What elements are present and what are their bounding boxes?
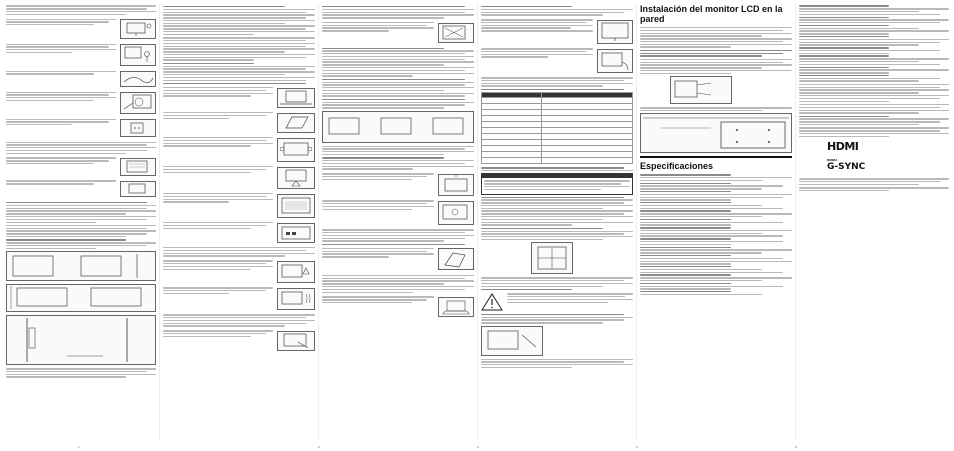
paragraph	[322, 146, 474, 156]
illustrated-warning	[481, 18, 633, 47]
section-heading	[481, 228, 633, 229]
paragraph	[799, 84, 949, 102]
illustration-lift	[438, 174, 474, 196]
paragraph	[322, 82, 474, 97]
illustrated-warning	[163, 192, 315, 221]
paragraph	[6, 368, 156, 378]
warning-symbol-block	[481, 292, 633, 312]
paragraph	[322, 50, 474, 76]
section-rule	[640, 156, 792, 158]
paragraph	[322, 102, 474, 109]
illustration-rear-ports	[277, 223, 315, 243]
paragraph	[163, 37, 315, 61]
paragraph	[481, 9, 633, 16]
illustration-vesa-mount	[531, 242, 573, 274]
paragraph	[6, 205, 156, 223]
illustrated-warning	[322, 199, 474, 228]
illustration-screen-press	[438, 201, 474, 225]
section-heading	[481, 6, 633, 7]
paragraph	[640, 107, 792, 111]
illustrated-warning	[163, 221, 315, 246]
paragraph	[322, 275, 474, 293]
illustration-fall	[438, 248, 474, 270]
section-heading	[163, 63, 315, 64]
illustration-monitor-drop	[120, 19, 156, 39]
paragraph	[481, 359, 633, 369]
illustration-carry	[277, 138, 315, 162]
page-marker: 5	[795, 445, 797, 449]
section-heading	[6, 202, 156, 203]
section-heading	[163, 83, 315, 84]
paragraph	[799, 127, 949, 137]
column-divider	[795, 4, 796, 440]
section-heading	[481, 289, 633, 290]
illustrated-warning	[6, 179, 156, 200]
paragraph	[322, 160, 474, 170]
column-2	[163, 4, 315, 440]
section-heading	[6, 239, 156, 240]
illustration-ventilation	[120, 158, 156, 176]
paragraph	[322, 229, 474, 242]
paragraph	[481, 231, 633, 241]
paragraph	[799, 104, 949, 114]
illustrated-warning	[6, 17, 156, 42]
hdmi-logo: HDMI	[827, 140, 859, 154]
illustrated-warning	[6, 69, 156, 90]
section-heading	[481, 89, 633, 90]
illustration-heat	[277, 288, 315, 310]
section-title-specs: Especificaciones	[640, 161, 714, 172]
illustration-child-monitor	[120, 44, 156, 66]
section-heading	[322, 99, 474, 100]
illustration-table-monitor	[277, 88, 315, 108]
column-4	[481, 4, 633, 440]
spec-list	[799, 5, 949, 81]
illustrated-warning	[6, 117, 156, 140]
illustration-wall-spacing	[6, 284, 156, 312]
section-title-mount: Instalación del monitor LCD en la pared	[640, 4, 783, 24]
paragraph	[6, 142, 156, 155]
section-heading	[322, 157, 474, 158]
section-heading	[322, 244, 474, 245]
illustration-wall-bracket	[481, 326, 543, 356]
illustrated-warning	[322, 172, 474, 199]
paragraph	[163, 9, 315, 35]
column-5	[640, 4, 792, 440]
column-divider	[159, 4, 160, 440]
illustrated-warning	[163, 165, 315, 192]
illustrated-warning	[322, 21, 474, 46]
column-6	[799, 4, 949, 440]
section-heading	[481, 197, 633, 198]
paragraph	[163, 247, 315, 257]
illustrated-warning	[163, 329, 315, 354]
paragraph	[481, 199, 633, 225]
illustrated-warning	[163, 136, 315, 165]
paragraph	[481, 317, 633, 324]
illustration-mount-holes	[640, 113, 792, 153]
paragraph	[481, 277, 633, 287]
illustration-laptop	[438, 297, 474, 317]
section-heading	[322, 48, 474, 49]
nvidia-logo: NVIDIA	[827, 159, 838, 163]
illustrated-warning	[6, 90, 156, 117]
paragraph	[163, 66, 315, 81]
paragraph	[640, 50, 792, 57]
illustration-hand-screen	[120, 92, 156, 114]
illustration-wall-panel	[277, 194, 315, 218]
illustration-outlet	[120, 119, 156, 137]
warning-triangle-icon	[481, 292, 503, 312]
column-1	[6, 4, 156, 440]
illustration-tilt	[277, 113, 315, 133]
notice-box	[481, 173, 633, 194]
spec-list	[640, 174, 792, 295]
paragraph	[481, 167, 633, 171]
illustrated-warning	[322, 246, 474, 273]
paragraph	[799, 178, 949, 185]
illustration-power-cord	[597, 49, 633, 73]
section-heading	[163, 6, 315, 7]
illustration-stand	[277, 167, 315, 189]
data-table	[481, 92, 633, 164]
illustrated-warning	[163, 86, 315, 111]
column-divider	[477, 4, 478, 440]
illustration-monitor-side	[120, 181, 156, 197]
illustration-monitor-front	[597, 20, 633, 44]
illustration-wall-install	[6, 251, 156, 281]
column-divider	[636, 4, 637, 440]
page-marker: 4	[636, 445, 638, 449]
illustration-cable	[120, 71, 156, 87]
illustrated-warning	[322, 295, 474, 320]
section-heading	[322, 79, 474, 80]
paragraph	[322, 9, 474, 19]
illustration-liquid	[277, 261, 315, 283]
paragraph	[799, 187, 949, 191]
paragraph	[799, 118, 949, 125]
illustration-screen-touch	[438, 23, 474, 43]
column-divider	[318, 4, 319, 440]
illustrated-warning	[6, 156, 156, 179]
illustrated-warning	[481, 47, 633, 76]
paragraph	[6, 242, 156, 249]
section-heading	[322, 6, 474, 7]
page-marker: 2	[318, 445, 320, 449]
page-marker: 1	[78, 445, 80, 449]
paragraph	[640, 27, 792, 48]
illustrated-warning	[163, 286, 315, 313]
illustration-cleaning	[277, 331, 315, 351]
illustration-screw-diagram	[670, 76, 732, 104]
illustrated-warning	[163, 259, 315, 286]
paragraph	[6, 225, 156, 238]
section-heading	[799, 116, 949, 117]
page-marker: 3	[477, 445, 479, 449]
gsync-logo: G-SYNC	[827, 162, 866, 173]
paragraph	[481, 77, 633, 87]
illustrated-warning	[163, 111, 315, 136]
illustration-mount-detail	[6, 315, 156, 365]
column-3	[322, 4, 474, 440]
illustration-handling-steps	[322, 111, 474, 143]
paragraph	[640, 59, 792, 74]
paragraph	[6, 5, 156, 15]
paragraph	[163, 314, 315, 327]
illustrated-warning	[6, 42, 156, 69]
section-heading	[481, 314, 633, 315]
